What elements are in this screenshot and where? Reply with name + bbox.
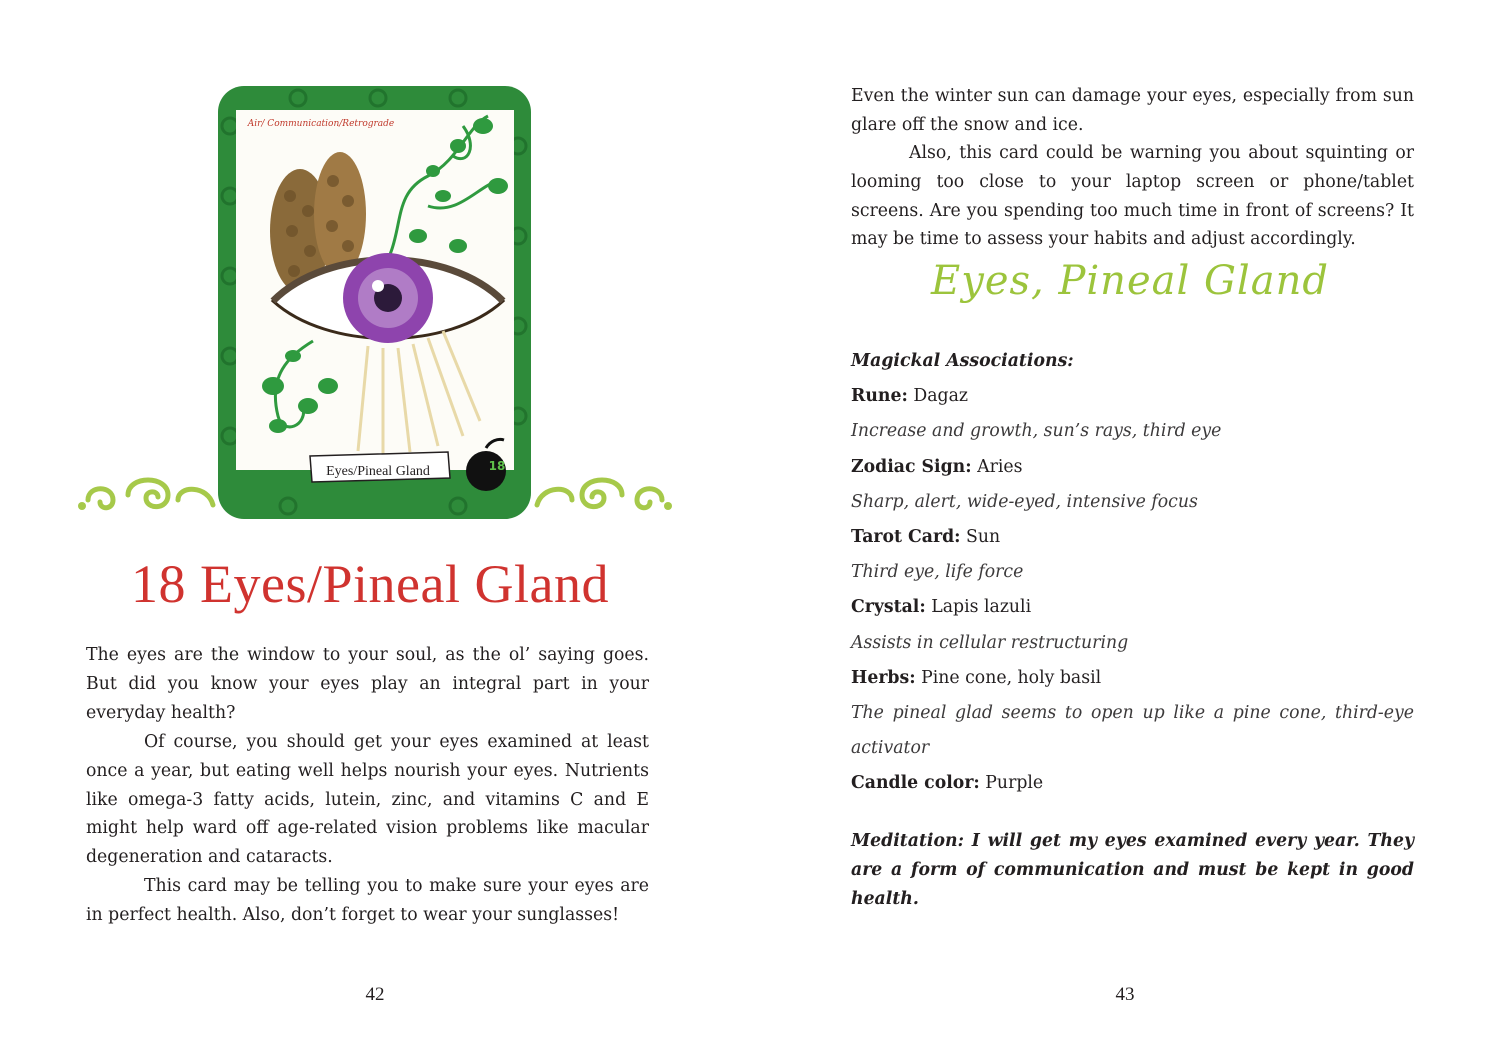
association-note: Third eye, life force [851,562,1024,583]
association-value: Pine cone, holy basil [915,667,1102,688]
association-note: Sharp, alert, wide-eyed, intensive focus [851,491,1198,512]
meditation-text: Meditation: I will get my eyes examined every year. They are a form of communication and must be kept in good health. [851,831,1414,909]
association-value: Aries [971,456,1023,477]
body-paragraph-3: This card may be telling you to make sure your eyes are in perfect health. Also, don’t forget to wear your sunglasses! [86,876,649,925]
swirl-ornament-left [78,470,220,520]
association-value: Purple [979,773,1044,794]
right-page [750,0,1500,1038]
association-label: Rune: [851,386,908,407]
association-value: Lapis lazuli [925,597,1032,618]
body-paragraph-4: Even the winter sun can damage your eyes, especially from sun glare off the snow and ice. [851,86,1414,135]
association-value: Sun [960,527,1001,548]
card-number: 18 [488,459,506,473]
association-rune [851,379,1426,414]
association-label: Candle color: [851,773,980,794]
association-zodiac [851,450,1426,485]
association-tarot [851,520,1426,555]
card-name-label: Eyes/Pineal Gland [326,464,430,479]
body-paragraph-5: Also, this card could be warning you about squinting or looming too close to your laptop screen or phone/tablet screens. Are you spending too much time in front of screens? It may be time to assess your habits and adjust accordingly. [851,143,1414,250]
association-note: Assists in cellular restructuring [851,632,1129,653]
card-artwork [218,86,531,519]
association-candle [851,766,1426,801]
association-label: Zodiac Sign: [851,456,972,477]
association-note: Increase and growth, sun’s rays, third eye [851,421,1222,442]
page-number-left: 42 [365,984,385,1005]
association-crystal [851,590,1426,625]
tarot-card-illustration [218,86,531,519]
chapter-title: 18 Eyes/Pineal Gland [131,554,609,614]
script-heading: Eyes, Pineal Gland [931,258,1329,304]
association-label: Herbs: [851,667,916,688]
magickal-associations [851,344,1426,802]
body-paragraph-2: Of course, you should get your eyes examined at least once a year, but eating well helps nourish your eyes. Nutrients like omega-3 fatty acids, lutein, zinc, and vitamins C and E might help ward off age-related vision problems like macular degeneration and cataracts. [86,732,649,868]
association-label: Tarot Card: [851,527,961,548]
page-number-right: 43 [1115,984,1135,1005]
card-element-label: Air/ Communication/Retrograde [247,119,395,129]
association-herbs [851,661,1426,696]
association-note: The pineal glad seems to open up like a pine cone, third-eye activator [851,703,1414,759]
association-value: Dagaz [907,386,968,407]
association-label: Crystal: [851,597,926,618]
body-paragraph-1: The eyes are the window to your soul, as the ol’ saying goes. But did you know your eyes play an integral part in your everyday health? [86,645,649,723]
associations-header: Magickal Associations: [851,351,1074,371]
swirl-ornament-right [530,470,672,520]
